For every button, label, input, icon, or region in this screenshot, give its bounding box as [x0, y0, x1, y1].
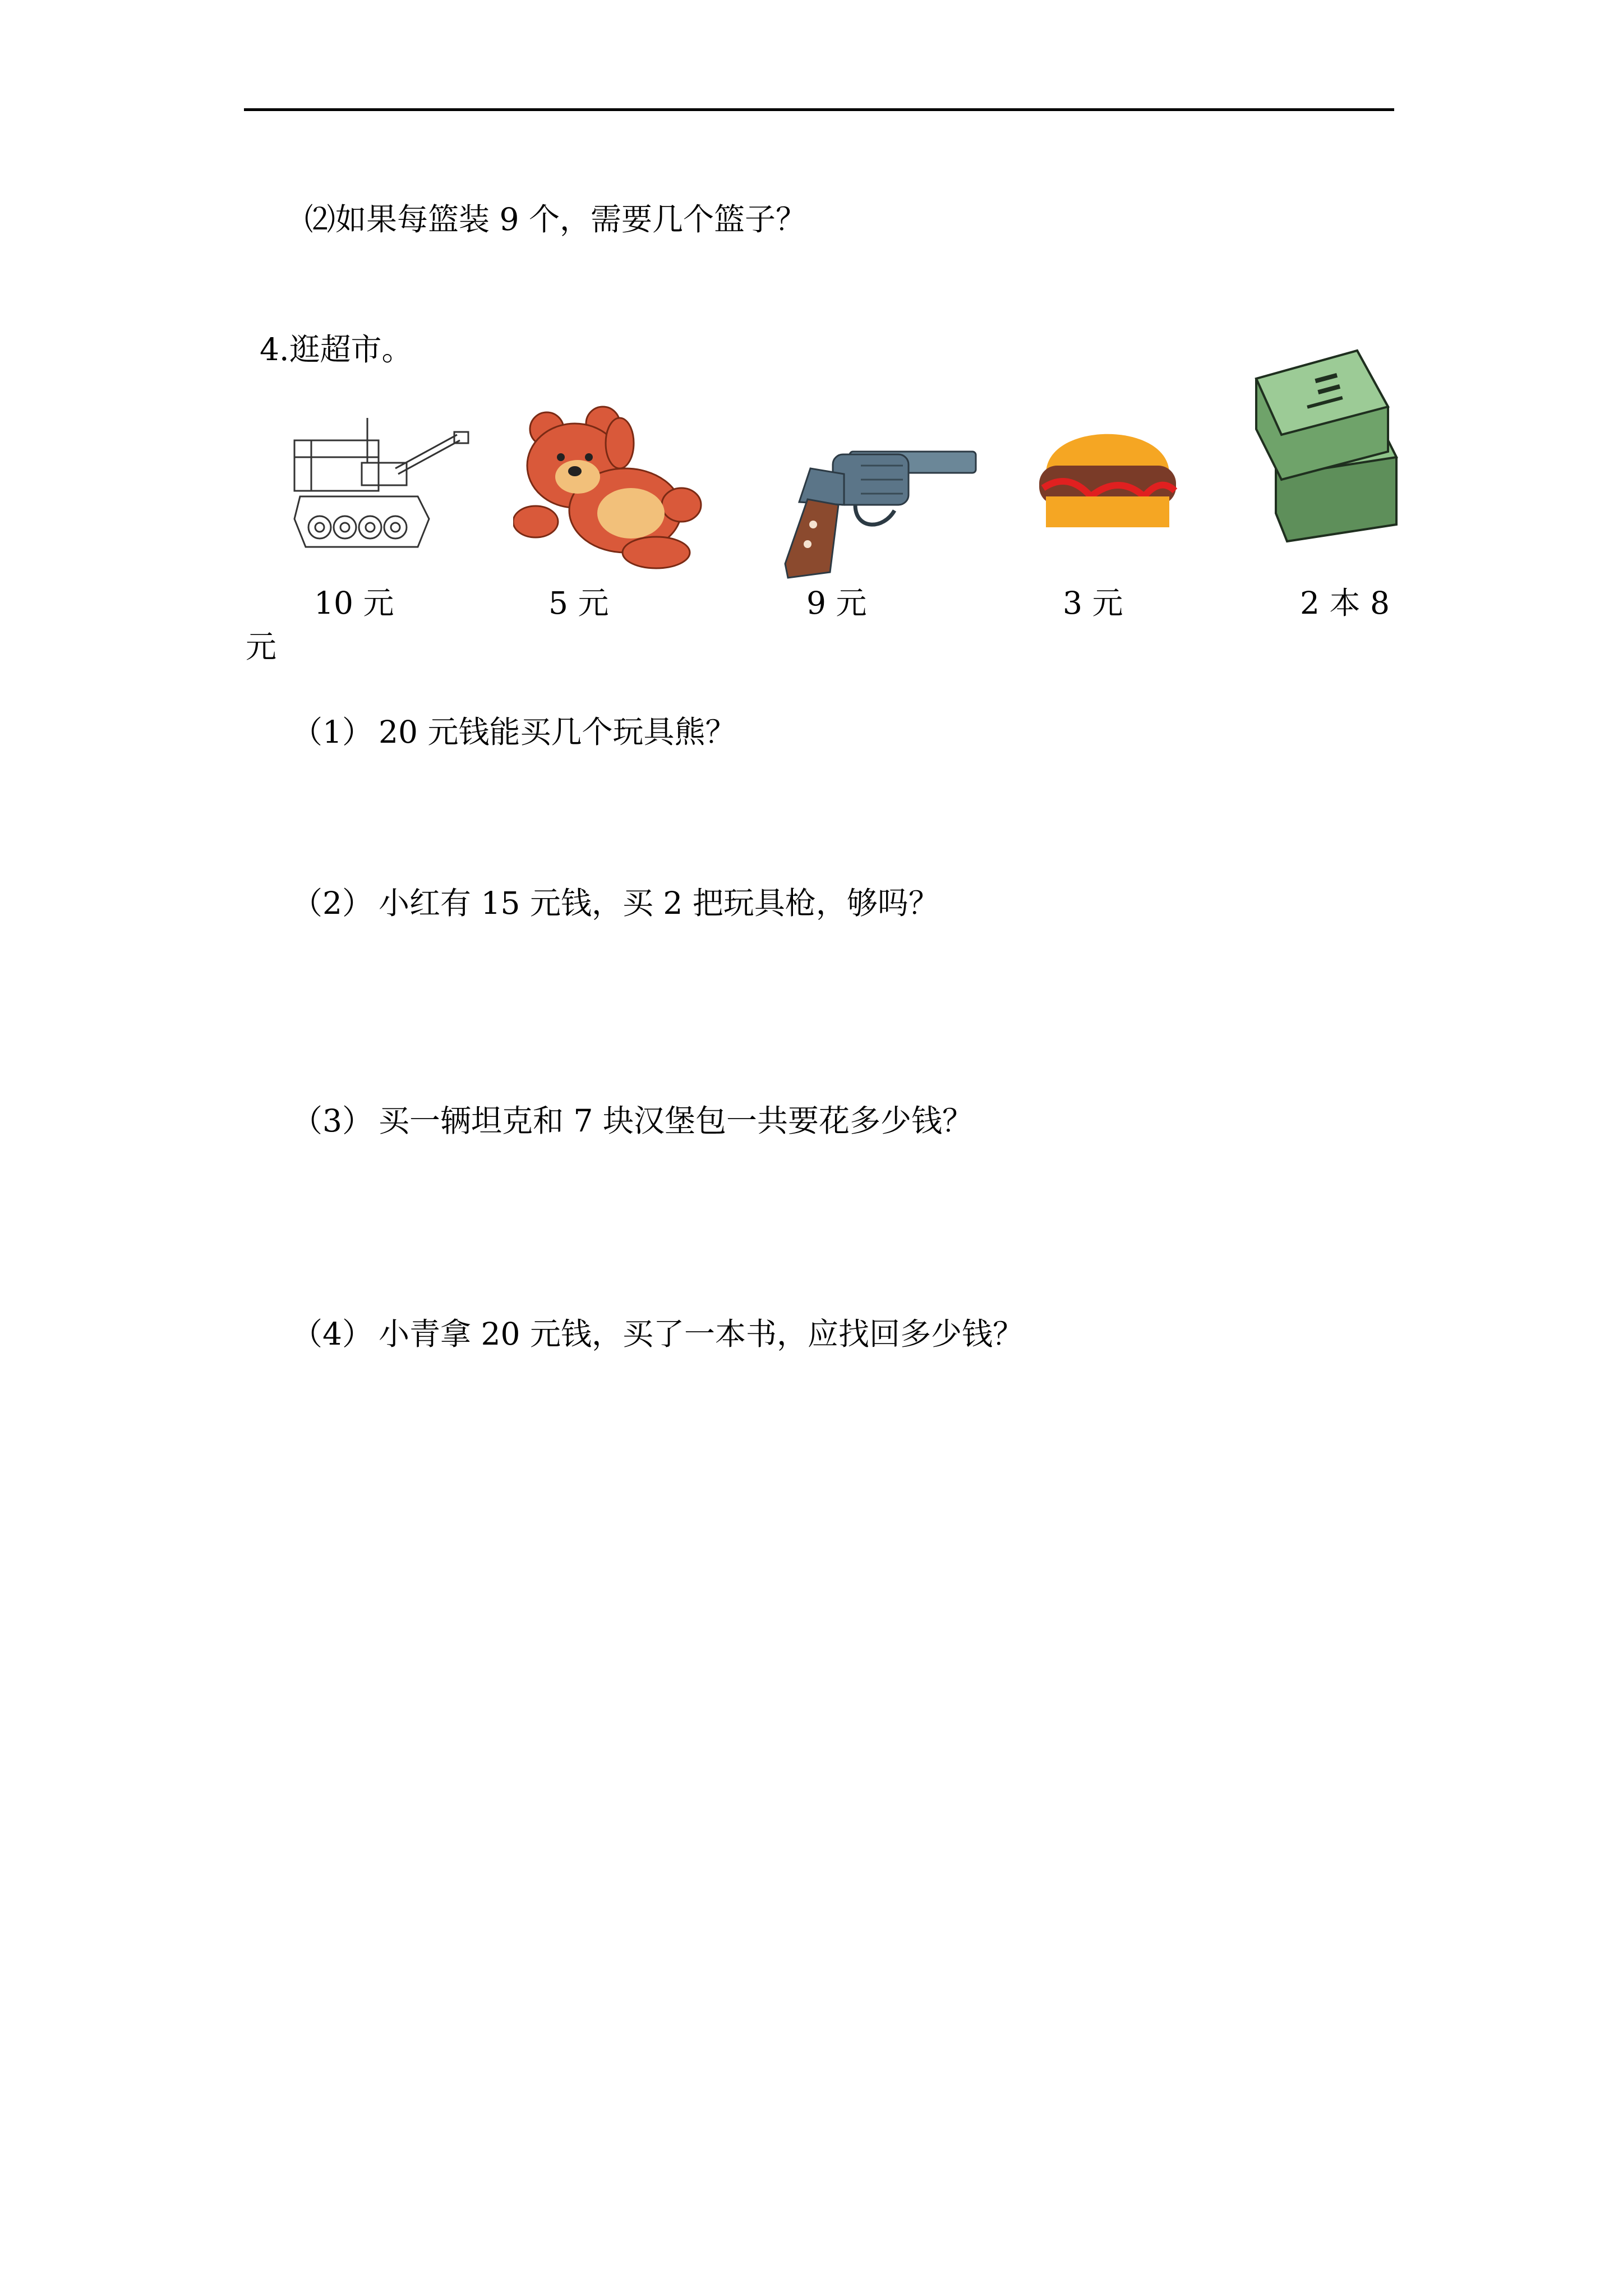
toy-gun-icon	[777, 432, 984, 583]
question-3-part-2: ⑵如果每篮装 9 个，需要几个篮子？	[305, 201, 806, 237]
tank-icon	[289, 418, 479, 564]
price-books-unit: 元	[246, 629, 277, 665]
books-icon	[1251, 345, 1408, 555]
question-4-title: 4.逛超市。	[260, 332, 413, 367]
question-4-2-number: （2）	[292, 885, 373, 921]
header-rule	[244, 108, 1394, 111]
question-4-4-number: （4）	[292, 1316, 373, 1352]
hamburger-icon	[1035, 412, 1181, 541]
price-hamburger: 3 元	[1063, 585, 1123, 621]
question-4-3-number: （3）	[292, 1103, 373, 1139]
price-tank: 10 元	[314, 585, 394, 621]
question-4-1-number: （1）	[292, 714, 373, 750]
price-toy-gun: 9 元	[806, 585, 867, 621]
question-4-1-text: 20 元钱能买几个玩具熊？	[379, 714, 736, 750]
price-books: 2 本 8	[1300, 585, 1390, 621]
teddy-bear-icon	[513, 404, 704, 572]
question-4-3-text: 买一辆坦克和 7 块汉堡包一共要花多少钱？	[379, 1103, 973, 1139]
question-4-2-text: 小红有 15 元钱，买 2 把玩具枪，够吗？	[379, 885, 939, 921]
price-teddy-bear: 5 元	[548, 585, 609, 621]
question-4-4-text: 小青拿 20 元钱，买了一本书，应找回多少钱？	[379, 1316, 1023, 1352]
